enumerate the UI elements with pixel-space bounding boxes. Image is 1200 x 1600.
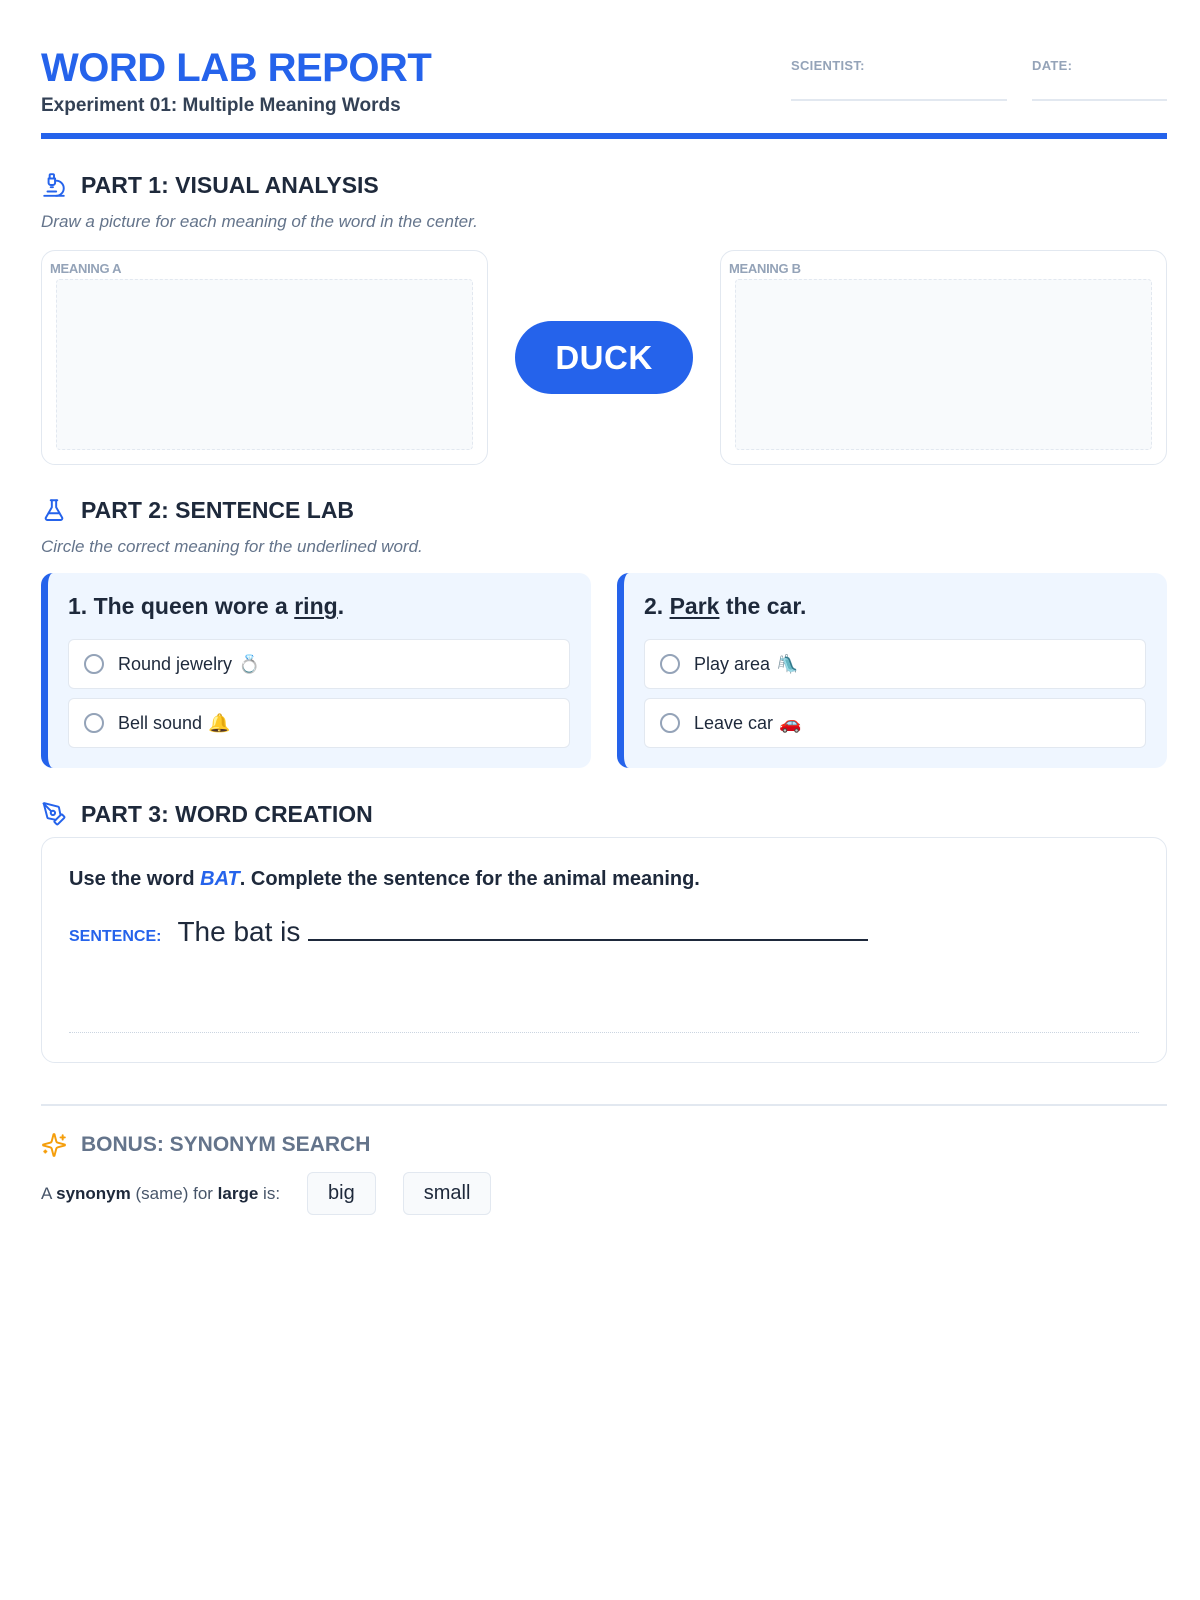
question-2-before: 2. xyxy=(644,593,670,619)
bonus-text-bold2: large xyxy=(217,1183,259,1203)
option-label: Round jewelry xyxy=(118,653,233,674)
word-creation-box xyxy=(41,837,1167,1063)
radio-button[interactable] xyxy=(84,713,104,733)
car-icon: 🚗 xyxy=(779,712,802,733)
option-label: Play area xyxy=(694,653,771,674)
sentence-start: The bat is xyxy=(177,916,301,947)
part2-title: PART 2: SENTENCE LAB xyxy=(81,496,355,523)
scientist-field[interactable] xyxy=(791,58,1007,73)
part2-heading xyxy=(41,495,354,525)
meaning-b-drawing-area[interactable] xyxy=(735,279,1152,450)
meaning-b-label: MEANING B xyxy=(729,261,801,276)
part1-title: PART 1: VISUAL ANALYSIS xyxy=(81,171,379,198)
radio-button[interactable] xyxy=(660,713,680,733)
bonus-title: BONUS: SYNONYM SEARCH xyxy=(81,1133,371,1156)
question-1-option-a[interactable] xyxy=(68,639,570,689)
choice-chip-small[interactable]: small xyxy=(403,1172,492,1215)
bonus-heading xyxy=(41,1130,370,1160)
sentence-label: SENTENCE: xyxy=(69,928,162,945)
question-2-option-a[interactable] xyxy=(644,639,1146,689)
question-card-1 xyxy=(41,573,591,768)
bonus-divider xyxy=(41,1104,1167,1106)
question-2-after: the car. xyxy=(719,593,807,619)
bonus-text-a: A xyxy=(41,1183,57,1203)
date-label: DATE: xyxy=(1032,58,1073,73)
slide-icon: 🛝 xyxy=(776,653,799,674)
bonus-text-c: is: xyxy=(258,1183,281,1203)
sentence-row xyxy=(69,916,868,948)
prompt-before: Use the word xyxy=(69,868,201,890)
question-1-text xyxy=(68,593,344,620)
bell-icon: 🔔 xyxy=(208,712,231,733)
bonus-question xyxy=(41,1184,280,1204)
part3-heading xyxy=(41,799,373,829)
question-1-option-b[interactable] xyxy=(68,698,570,748)
question-card-2 xyxy=(617,573,1167,768)
question-2-text xyxy=(644,593,806,620)
option-label: Leave car xyxy=(694,712,774,733)
prompt-word: BAT xyxy=(200,868,240,890)
bonus-text-b: (same) for xyxy=(130,1183,218,1203)
ring-icon: 💍 xyxy=(238,653,261,674)
meaning-a-drawing-area[interactable] xyxy=(56,279,473,450)
writing-line[interactable] xyxy=(69,1032,1139,1033)
radio-button[interactable] xyxy=(660,654,680,674)
pen-tool-icon xyxy=(41,801,67,827)
question-1-after: . xyxy=(337,593,345,619)
scientist-label: SCIENTIST: xyxy=(791,58,865,73)
sparkles-icon xyxy=(41,1132,67,1158)
bonus-row xyxy=(41,1172,518,1215)
question-2-option-b[interactable] xyxy=(644,698,1146,748)
page-title: WORD LAB REPORT xyxy=(41,46,432,90)
scientist-line xyxy=(791,99,1007,101)
bonus-text-bold1: synonym xyxy=(56,1183,131,1203)
part3-title: PART 3: WORD CREATION xyxy=(81,800,373,827)
report-header xyxy=(41,40,1167,140)
date-line xyxy=(1032,99,1167,101)
header-divider xyxy=(41,133,1167,139)
prompt-after: . Complete the sentence for the animal meaning. xyxy=(239,868,700,890)
meaning-a-box xyxy=(41,250,488,465)
flask-icon xyxy=(41,497,67,523)
choice-chip-big[interactable]: big xyxy=(307,1172,376,1215)
question-2-underlined-word: Park xyxy=(669,593,720,619)
page-subtitle: Experiment 01: Multiple Meaning Words xyxy=(41,95,401,116)
part2-instruction: Circle the correct meaning for the underlined word. xyxy=(41,537,423,556)
question-1-underlined-word: ring xyxy=(294,593,338,619)
creation-prompt xyxy=(69,868,700,891)
meaning-a-label: MEANING A xyxy=(50,261,122,276)
part1-instruction: Draw a picture for each meaning of the word in the center. xyxy=(41,212,478,231)
center-word-pill: DUCK xyxy=(515,321,693,394)
meaning-b-box xyxy=(720,250,1167,465)
question-1-before: 1. The queen wore a xyxy=(68,593,295,619)
sentence-blank[interactable] xyxy=(308,921,868,941)
part1-heading xyxy=(41,170,379,200)
option-label: Bell sound xyxy=(118,712,203,733)
date-field[interactable] xyxy=(1032,58,1167,73)
microscope-icon xyxy=(41,172,67,198)
radio-button[interactable] xyxy=(84,654,104,674)
